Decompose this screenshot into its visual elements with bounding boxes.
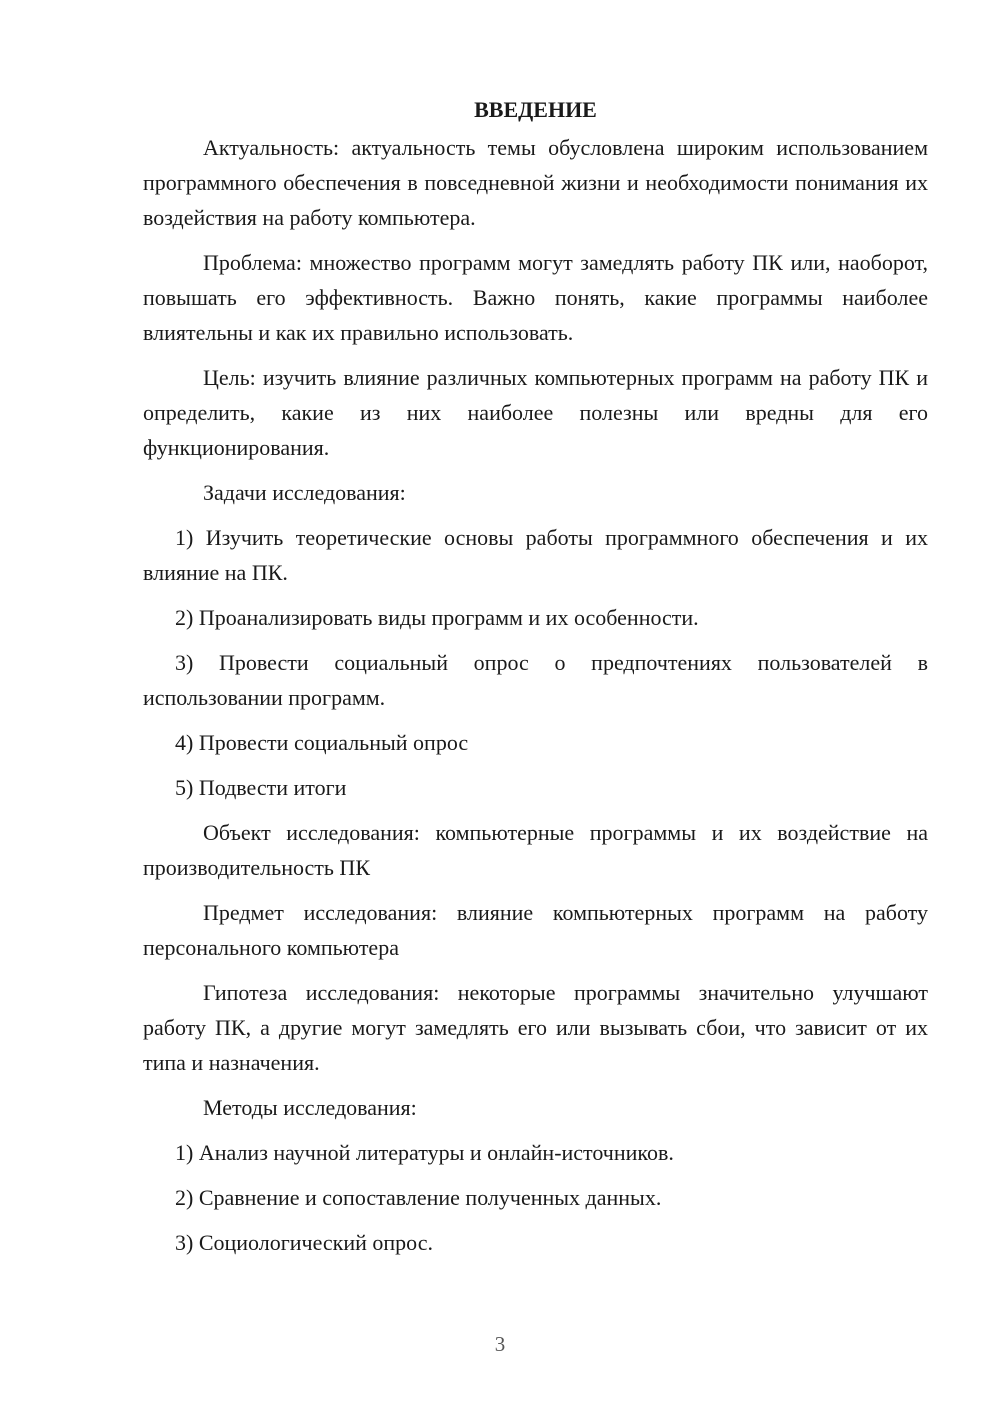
method-item-2: 2) Сравнение и сопоставление полученных данных. xyxy=(175,1185,662,1210)
goal-paragraph: Цель: изучить влияние различных компьютерных программ на работу ПК и определить, какие из них наиболее полезны или вредны для его функционирования. xyxy=(143,365,928,460)
object-paragraph: Объект исследования: компьютерные программы и их воздействие на производительность ПК xyxy=(143,820,928,880)
method-item-1: 1) Анализ научной литературы и онлайн-источников. xyxy=(175,1140,674,1165)
task-item-2: 2) Проанализировать виды программ и их особенности. xyxy=(175,605,699,630)
task-item-5: 5) Подвести итоги xyxy=(175,775,347,800)
tasks-heading: Задачи исследования: xyxy=(203,480,406,505)
relevance-paragraph: Актуальность: актуальность темы обусловлена широким использованием программного обеспечения в повседневной жизни и необходимости понимания их воздействия на работу компьютера. xyxy=(143,135,928,230)
page-number: 3 xyxy=(494,1332,506,1356)
task-item-4: 4) Провести социальный опрос xyxy=(175,730,469,755)
hypothesis-paragraph: Гипотеза исследования: некоторые программы значительно улучшают работу ПК, а другие могут замедлять его или вызывать сбои, что зависит от их типа и назначения. xyxy=(143,980,928,1075)
section-heading: ВВЕДЕНИЕ xyxy=(474,97,597,122)
document-page xyxy=(143,92,928,1270)
task-item-1: 1) Изучить теоретические основы работы программного обеспечения и их влияние на ПК. xyxy=(143,525,928,585)
task-item-3: 3) Провести социальный опрос о предпочтениях пользователей в использовании программ. xyxy=(143,650,928,710)
method-item-3: 3) Социологический опрос. xyxy=(175,1230,433,1255)
methods-heading: Методы исследования: xyxy=(203,1095,417,1120)
problem-paragraph: Проблема: множество программ могут замедлять работу ПК или, наоборот, повышать его эффективность. Важно понять, какие программы наиболее влиятельны и как их правильно использовать. xyxy=(143,250,928,345)
subject-paragraph: Предмет исследования: влияние компьютерных программ на работу персонального компьютера xyxy=(143,900,928,960)
